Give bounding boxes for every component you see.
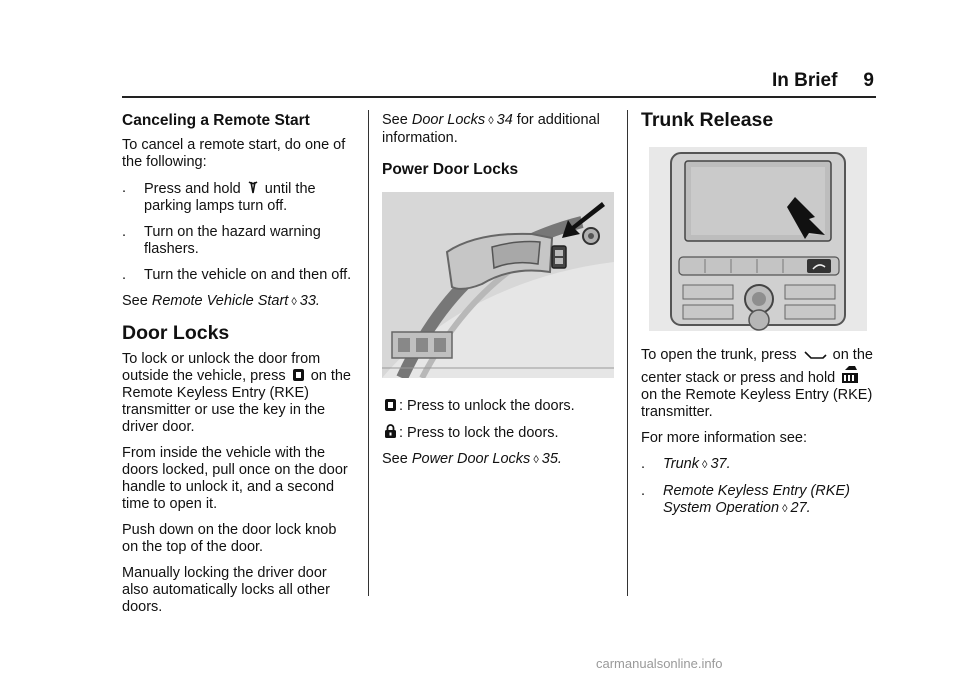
watermark: carmanualsonline.info [596, 656, 723, 671]
running-header [772, 70, 874, 92]
header-rule [122, 96, 876, 98]
xref-link[interactable]: Trunk [663, 456, 699, 472]
door-locks-heading: Door Locks [122, 322, 230, 344]
see-reference: See Door Locks ◊ 34 for additional information. [382, 112, 600, 146]
paragraph: Manually locking the driver door also automatically locks all other doors. [122, 565, 330, 615]
paragraph: To open the trunk, press on the center stack or press and hold on the Remote Keyless Entry (RKE) transmitter. [641, 347, 873, 420]
see-reference: See Remote Vehicle Start ◊ 33. [122, 293, 320, 309]
column-3 [641, 109, 877, 527]
unlock-icon [292, 368, 305, 382]
column-divider-2 [627, 110, 628, 596]
column-1 [122, 112, 354, 625]
list-item: . Press and hold until the parking lamps turn off. [122, 180, 316, 214]
paragraph: For more information see: [641, 430, 808, 446]
lock-icon [384, 424, 397, 439]
center-stack-illustration [649, 147, 867, 331]
xref-link[interactable]: Door Locks [411, 112, 486, 128]
lock-caption: : Press to lock the doors. [382, 424, 614, 442]
page-number: 9 [863, 70, 874, 91]
section-title: In Brief [771, 70, 838, 91]
remote-start-icon [247, 180, 259, 195]
trunk-release-icon [803, 349, 827, 361]
list-item: . Trunk ◊ 37. [641, 456, 731, 472]
paragraph: Push down on the door lock knob on the top of the door. [122, 522, 337, 555]
xref-link[interactable]: Power Door Locks [411, 451, 531, 467]
paragraph: To lock or unlock the door from outside the vehicle, press on the Remote Keyless Entry (RKE) transmitter or use the key in the driver door. [122, 351, 352, 435]
cancel-remote-start-heading: Canceling a Remote Start [122, 112, 310, 129]
unlock-caption: : Press to unlock the doors. [382, 398, 614, 415]
xref-link[interactable]: Remote Keyless Entry (RKE) System Operation [663, 483, 850, 516]
trunk-hold-icon [841, 364, 859, 384]
list-item: . Turn on the hazard warning flashers. [122, 224, 321, 257]
trunk-release-heading: Trunk Release [641, 109, 774, 131]
list-item: . Turn the vehicle on and then off. [122, 267, 352, 283]
paragraph: From inside the vehicle with the doors locked, pull once on the door handle to unlock it, and a second time to open it. [122, 445, 348, 512]
column-2 [382, 112, 614, 478]
xref-link[interactable]: Remote Vehicle Start [151, 293, 289, 309]
cancel-intro: To cancel a remote start, do one of the following: [122, 137, 346, 170]
unlock-icon [384, 398, 397, 412]
list-item: . Remote Keyless Entry (RKE) System Operation ◊ 27. [641, 483, 850, 516]
column-divider-1 [368, 110, 369, 596]
door-panel-illustration [382, 192, 614, 378]
see-reference: See Power Door Locks ◊ 35. [382, 451, 562, 467]
power-door-locks-heading: Power Door Locks [382, 161, 519, 178]
